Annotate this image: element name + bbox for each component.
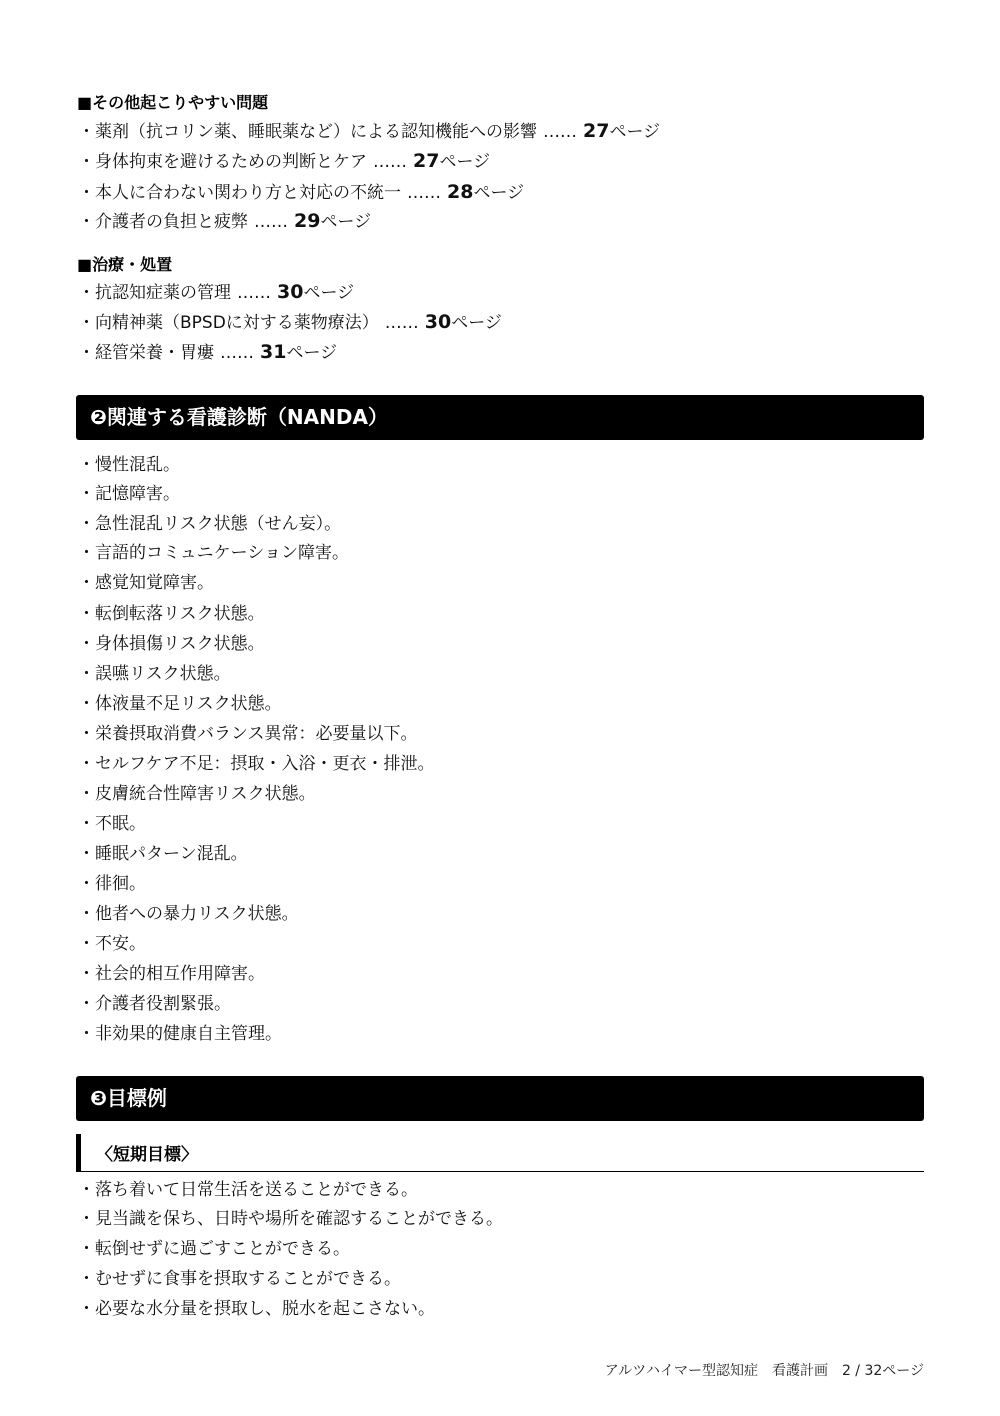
- list-item: ・睡眠パターン混乱。: [78, 844, 248, 864]
- goals-section-title: ❸目標例: [76, 1076, 924, 1121]
- list-item: ・セルフケア不足：摂取・入浴・更衣・排泄。: [78, 754, 435, 774]
- list-item: ・必要な水分量を摂取し、脱水を起こさない。: [78, 1299, 435, 1319]
- list-item: ・介護者役割緊張。: [78, 994, 231, 1014]
- page-number: 27: [583, 120, 610, 142]
- list-item: ・身体損傷リスク状態。: [78, 634, 265, 654]
- list-item: ・急性混乱リスク状態（せん妄）。: [78, 514, 342, 534]
- leader-dots: ……: [237, 283, 271, 303]
- list-item: ・言語的コミュニケーション障害。: [78, 543, 349, 563]
- leader-dots: ……: [220, 343, 254, 363]
- other-problems-heading: ■その他起こりやすい問題: [77, 93, 269, 112]
- list-item: ・社会的相互作用障害。: [78, 964, 265, 984]
- list-item: [78, 341, 337, 364]
- item-text: ・介護者の負担と疲弊: [78, 212, 248, 232]
- list-item: ・体液量不足リスク状態。: [78, 694, 282, 714]
- list-item: [78, 210, 371, 233]
- page-unit: ページ: [439, 152, 491, 172]
- list-item: ・転倒転落リスク状態。: [78, 604, 265, 624]
- list-item: [78, 150, 490, 173]
- item-text: ・向精神薬（BPSDに対する薬物療法）: [78, 313, 379, 333]
- list-item: ・転倒せずに過ごすことができる。: [78, 1239, 350, 1259]
- list-item: ・誤嚥リスク状態。: [78, 664, 231, 684]
- list-item: ・落ち着いて日常生活を送ることができる。: [78, 1180, 418, 1200]
- short-term-goal-heading: [76, 1134, 924, 1172]
- page-unit: ページ: [320, 212, 372, 232]
- item-text: ・身体拘束を避けるための判断とケア: [78, 152, 367, 172]
- list-item: ・不安。: [78, 934, 146, 954]
- list-item: ・他者への暴力リスク状態。: [78, 904, 299, 924]
- treatment-heading: ■治療・処置: [77, 255, 173, 274]
- page-number: 30: [277, 281, 304, 303]
- leader-dots: ……: [254, 212, 288, 232]
- page-footer: アルツハイマー型認知症 看護計画 2 / 32ページ: [604, 1363, 924, 1379]
- list-item: [78, 120, 660, 143]
- leader-dots: ……: [543, 122, 577, 142]
- page-unit: ページ: [473, 183, 525, 203]
- leader-dots: ……: [407, 183, 441, 203]
- item-text: ・経管栄養・胃瘻: [78, 343, 214, 363]
- item-text: ・本人に合わない関わり方と対応の不統一: [78, 183, 401, 203]
- list-item: [78, 311, 502, 334]
- list-item: ・非効果的健康自主管理。: [78, 1024, 282, 1044]
- page-unit: ページ: [286, 343, 338, 363]
- list-item: ・むせずに食事を摂取することができる。: [78, 1269, 401, 1289]
- list-item: [78, 281, 354, 304]
- page-number: 28: [447, 181, 474, 203]
- leader-dots: ……: [373, 152, 407, 172]
- item-text: ・抗認知症薬の管理: [78, 283, 231, 303]
- page-number: 27: [413, 150, 440, 172]
- list-item: ・皮膚統合性障害リスク状態。: [78, 784, 316, 804]
- list-item: ・不眠。: [78, 814, 146, 834]
- page-number: 31: [260, 341, 287, 363]
- leader-dots: ……: [384, 313, 419, 333]
- page-unit: ページ: [609, 122, 661, 142]
- list-item: ・栄養摂取消費バランス異常：必要量以下。: [78, 724, 418, 744]
- page-number: 30: [424, 311, 452, 333]
- list-item: [78, 181, 524, 204]
- page-unit: ページ: [303, 283, 355, 303]
- page-number: 29: [294, 210, 321, 232]
- list-item: ・徘徊。: [78, 874, 146, 894]
- short-term-goal-label: 〈短期目標〉: [96, 1145, 198, 1165]
- item-text: ・薬剤（抗コリン薬、睡眠薬など）による認知機能への影響: [78, 122, 537, 142]
- page-unit: ページ: [451, 313, 502, 333]
- nanda-section-title: ❷関連する看護診断（NANDA）: [76, 395, 924, 440]
- list-item: ・慢性混乱。: [78, 455, 180, 475]
- heading-accent-bar: [76, 1134, 81, 1171]
- list-item: ・感覚知覚障害。: [78, 573, 214, 593]
- list-item: ・記憶障害。: [78, 484, 180, 504]
- list-item: ・見当識を保ち、日時や場所を確認することができる。: [78, 1209, 503, 1229]
